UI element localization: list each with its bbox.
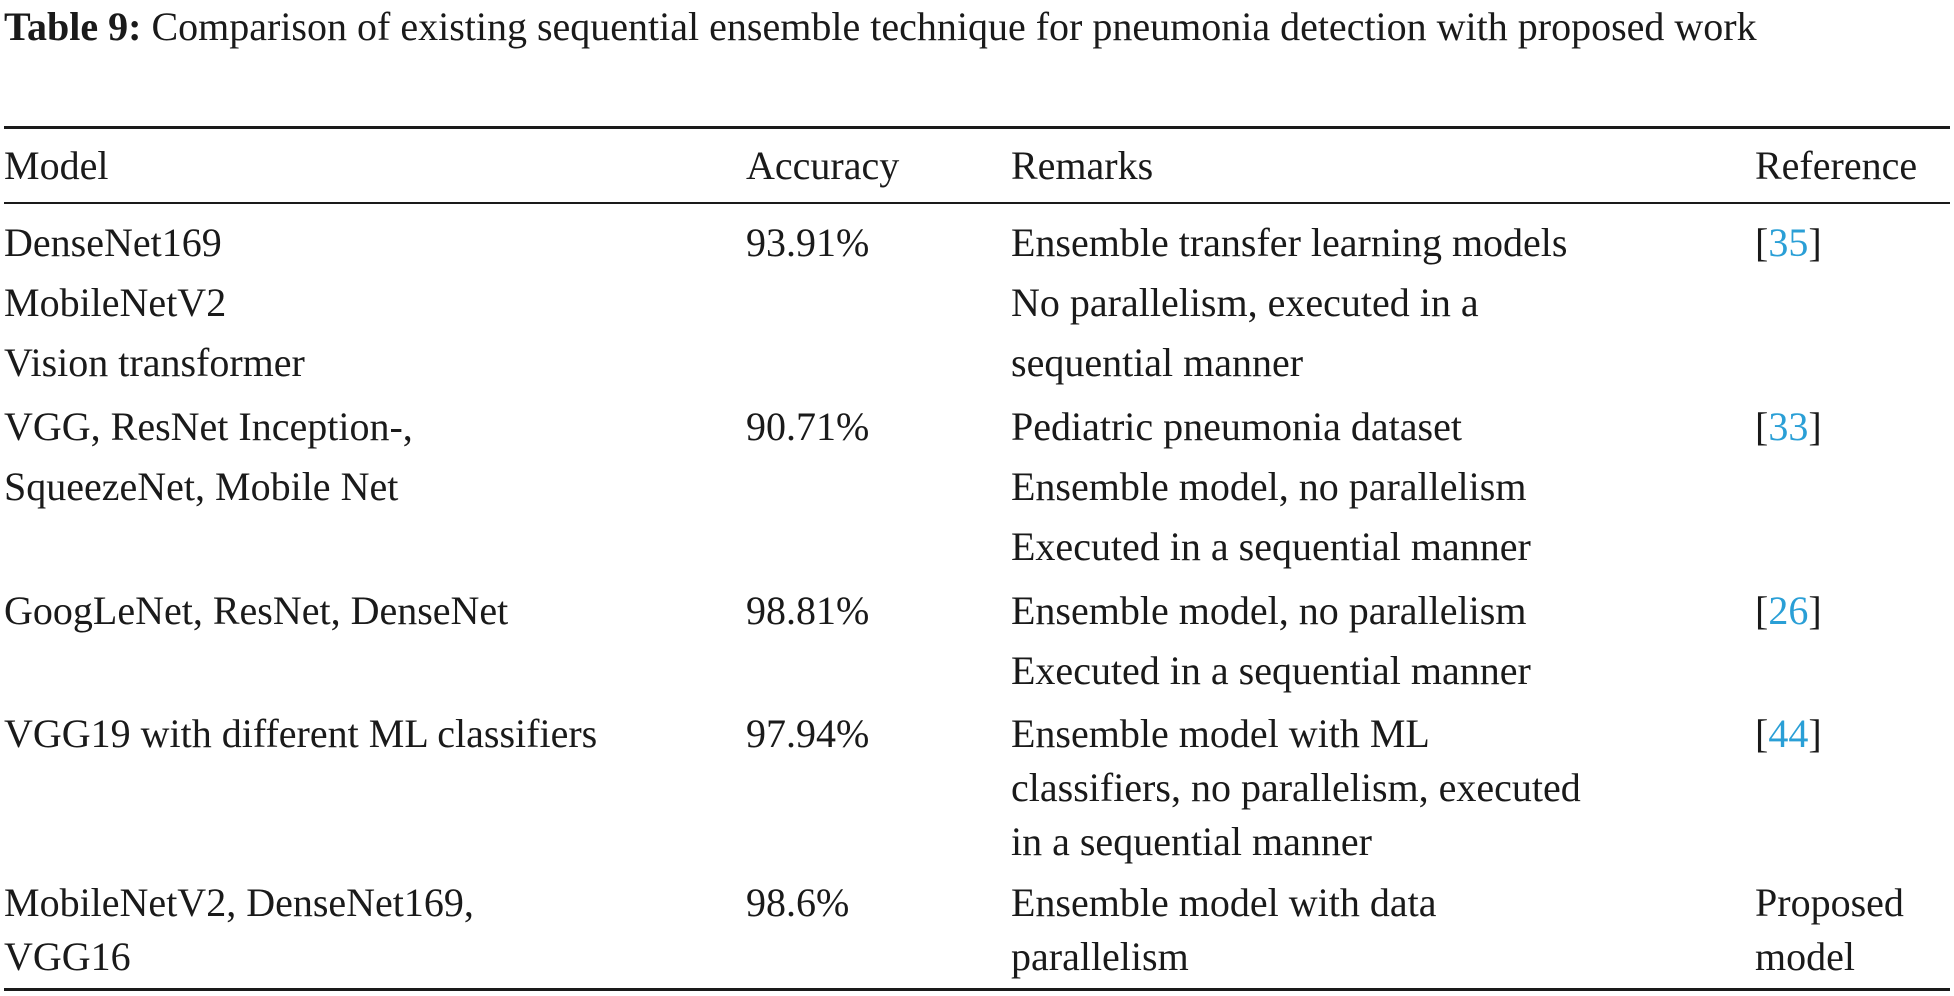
model-line: DenseNet169 (4, 220, 222, 265)
table-row-2-accuracy: 90.71% (746, 404, 870, 449)
model-line: VGG16 (4, 934, 131, 979)
table-caption (4, 0, 1944, 53)
remarks-line: parallelism (1011, 934, 1189, 979)
citation-link[interactable]: 35 (1768, 220, 1809, 265)
remarks-line: Ensemble model with data (1011, 880, 1437, 925)
model-line: GoogLeNet, ResNet, DenseNet (4, 588, 509, 633)
model-line: VGG, ResNet Inception-, (4, 404, 413, 449)
header-rule (4, 202, 1950, 204)
remarks-line: in a sequential manner (1011, 819, 1372, 864)
table-row-2-remarks (1011, 397, 1531, 577)
remarks-line: Ensemble model, no parallelism (1011, 464, 1527, 509)
table-row-4-remarks (1011, 707, 1581, 869)
remarks-line: Ensemble transfer learning models (1011, 220, 1568, 265)
remarks-line: Ensemble model, no parallelism (1011, 588, 1527, 633)
citation-link[interactable]: 26 (1768, 588, 1809, 633)
remarks-line: No parallelism, executed in a (1011, 280, 1479, 325)
model-line: VGG19 with different ML classifiers (4, 711, 598, 756)
table-row-1-model (4, 213, 305, 393)
header-reference: Reference (1755, 143, 1918, 188)
header-model: Model (4, 143, 109, 188)
table-row-5-reference (1755, 876, 1904, 984)
citation-link[interactable]: 33 (1768, 404, 1809, 449)
table-row-3-accuracy: 98.81% (746, 588, 870, 633)
table-row-4-accuracy: 97.94% (746, 711, 870, 756)
header-accuracy: Accuracy (746, 143, 900, 188)
table-row-4-reference: [44] (1755, 711, 1822, 756)
remarks-line: sequential manner (1011, 340, 1304, 385)
table-row-1-reference: [35] (1755, 220, 1822, 265)
remarks-line: classifiers, no parallelism, executed (1011, 765, 1581, 810)
caption-label: Table 9: (4, 4, 142, 49)
model-line: MobileNetV2, DenseNet169, (4, 880, 474, 925)
model-line: MobileNetV2 (4, 280, 227, 325)
table-row-5-accuracy: 98.6% (746, 880, 850, 925)
table-row-1-accuracy: 93.91% (746, 220, 870, 265)
table-row-3-model (4, 581, 508, 641)
bottom-rule (4, 988, 1950, 991)
reference-line: Proposed (1755, 880, 1904, 925)
model-line: SqueezeNet, Mobile Net (4, 464, 399, 509)
table-row-3-reference: [26] (1755, 588, 1822, 633)
header-remarks: Remarks (1011, 143, 1154, 188)
citation-link[interactable]: 44 (1768, 711, 1809, 756)
remarks-line: Executed in a sequential manner (1011, 524, 1531, 569)
remarks-line: Executed in a sequential manner (1011, 648, 1531, 693)
table-row-5-model (4, 876, 474, 984)
table-row-2-reference: [33] (1755, 404, 1822, 449)
reference-line: model (1755, 934, 1855, 979)
caption-text: Comparison of existing sequential ensemble technique for pneumonia detection with proposed work (141, 4, 1757, 49)
table-row-1-remarks (1011, 213, 1567, 393)
table-row-3-remarks (1011, 581, 1531, 701)
table-row-5-remarks (1011, 876, 1436, 984)
table-row-2-model (4, 397, 413, 517)
top-rule (4, 126, 1950, 129)
table-row-4-model (4, 704, 597, 764)
remarks-line: Ensemble model with ML (1011, 711, 1430, 756)
remarks-line: Pediatric pneumonia dataset (1011, 404, 1462, 449)
model-line: Vision transformer (4, 340, 305, 385)
